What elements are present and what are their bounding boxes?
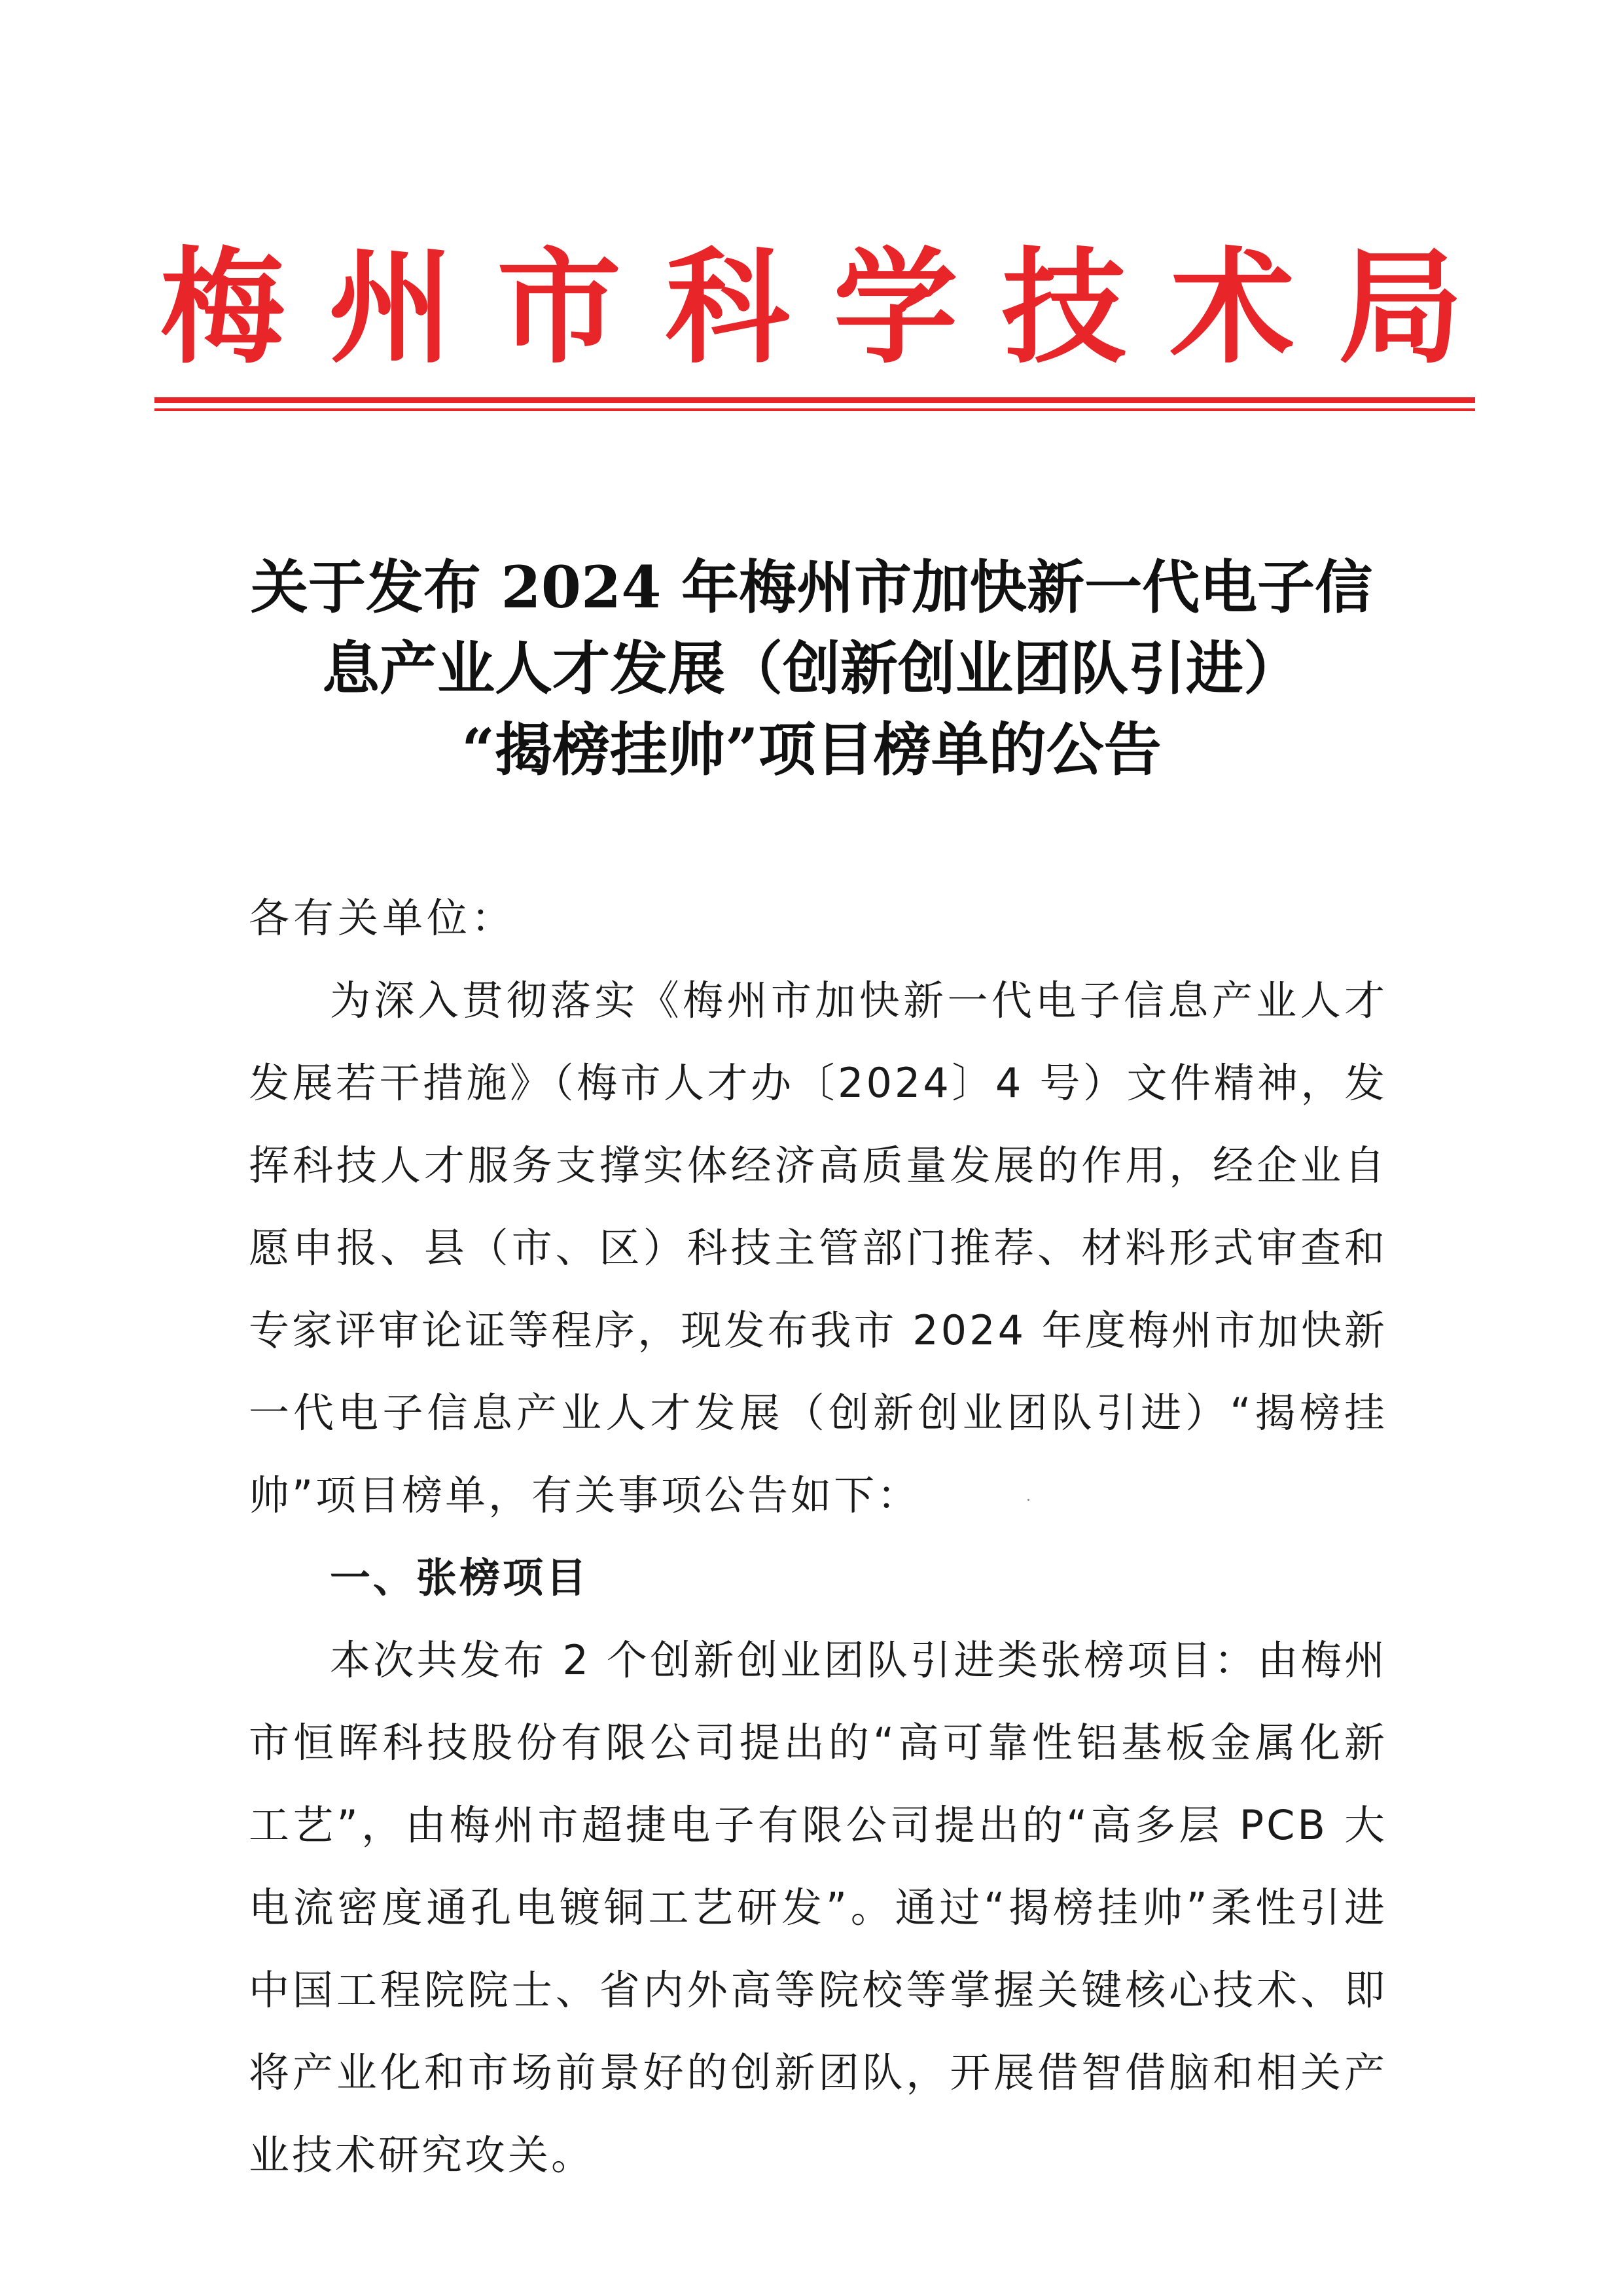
intro-paragraph: 为深入贯彻落实《梅州市加快新一代电子信息产业人才发展若干措施》（梅市人才办〔2024〕4 号）文件精神，发挥科技人才服务支撑实体经济高质量发展的作用，经企业自愿申报、县（市、区）科技主管部门推荐、材料形式审查和专家评审论证等程序，现发布我市 2024 年度梅州市加快新一代电子信息产业人才发展（创新创业团队引进）“揭榜挂帅”项目榜单，有关事项公告如下： (249, 977, 1387, 1519)
masthead-char: 梅 (160, 234, 285, 380)
salutation: 各有关单位： (249, 894, 516, 942)
masthead-char: 术 (1169, 234, 1294, 380)
masthead-char: 学 (833, 234, 958, 380)
document-title (157, 547, 1466, 790)
title-line-3: “揭榜挂帅”项目榜单的公告 (461, 715, 1162, 783)
scan-speck (1027, 1499, 1029, 1501)
masthead-divider-thick (154, 397, 1475, 403)
masthead-char: 州 (329, 234, 454, 380)
title-line-2: 息产业人才发展（创新创业团队引进） (321, 634, 1301, 702)
masthead-divider-thin (154, 408, 1475, 411)
title-line-1: 关于发布 2024 年梅州市加快新一代电子信 (250, 553, 1373, 621)
masthead-char: 科 (665, 234, 790, 380)
document-body (249, 877, 1387, 2197)
masthead-char: 市 (497, 234, 622, 380)
masthead-char: 局 (1338, 234, 1463, 380)
agency-masthead (157, 234, 1466, 380)
projects-paragraph: 本次共发布 2 个创新创业团队引进类张榜项目：由梅州市恒晖科技股份有限公司提出的“高可靠性铝基板金属化新工艺”，由梅州市超捷电子有限公司提出的“高多层 PCB 大电流密度通孔电镀铜工艺研发”。通过“揭榜挂帅”柔性引进中国工程院院士、省内外高等院校等掌握关键核心技术、即将产业化和市场前景好的创新团队，开展借智借脑和相关产业技术研究攻关。 (249, 1636, 1387, 2179)
section-heading: 一、张榜项目 (330, 1554, 590, 1602)
masthead-char: 技 (1001, 234, 1126, 380)
